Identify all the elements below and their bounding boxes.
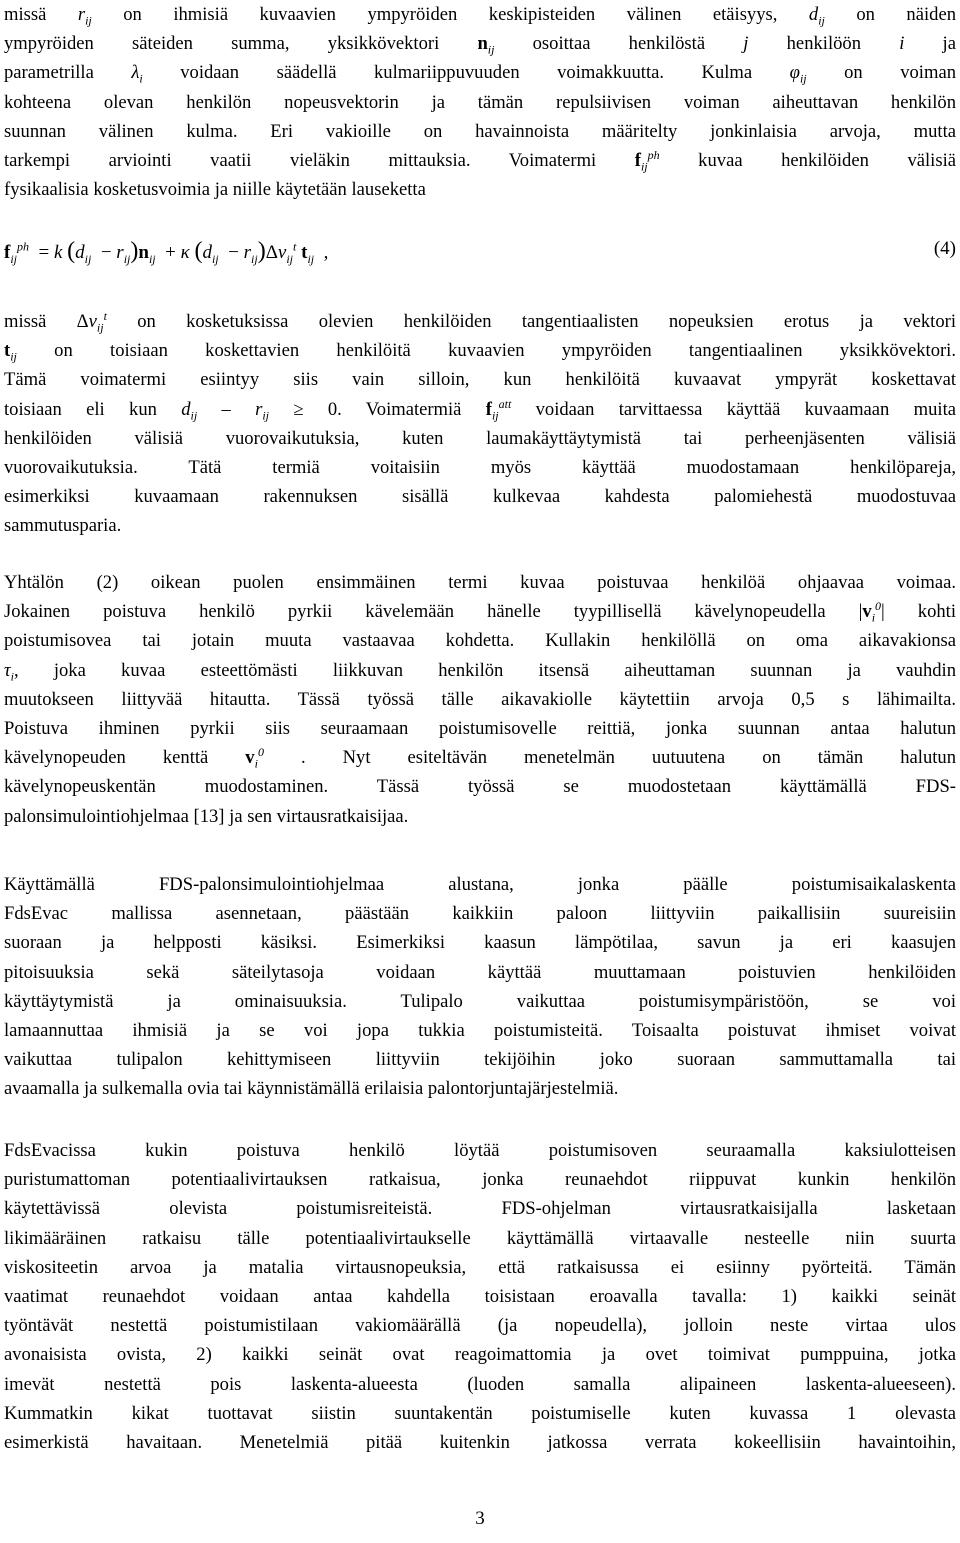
text-line: vaatimat reunaehdot voidaan antaa kahdella toisistaan eroavalla tavalla: 1) kaikki seinät <box>4 1286 956 1308</box>
text-line: Poistuva ihminen pyrkii siis seuraamaan poistumisovelle reittiä, jonka suunnan antaa halutun <box>4 718 956 740</box>
text-line: $t_{ij}$ on toisiaan koskettavien henkilöitä kuvaavien ympyröiden tangentiaalinen yksikkövektori. <box>4 340 956 364</box>
text-line: missä $\Delta v_{ij}^t$ on kosketuksissa olevien henkilöiden tangentiaalisten nopeuksien erotus ja vektori <box>4 308 956 335</box>
text-line: poistumisovea tai jotain muuta vastaavaa kohdetta. Kullakin henkilöllä on oma aikavakionsa <box>4 630 956 652</box>
text-line: $\tau_i$, joka kuvaa esteettömästi liikkuvan henkilön itsensä aiheuttaman suunnan ja vauhdin <box>4 659 956 684</box>
text-line: puristumattoman potentiaalivirtauksen ratkaisua, jonka reunaehdot riippuvat kunkin henkilön <box>4 1169 956 1191</box>
paragraph-5 <box>4 1136 956 1457</box>
text-line: kävelynopeuden kenttä $v_i^0$ . Nyt esiteltävän menetelmän uutuutena on tämän halutun <box>4 745 957 771</box>
text-line: imevät nestettä pois laskenta-alueesta (luoden samalla alipaineen laskenta-alueeseen). <box>4 1373 956 1395</box>
text-line: esimerkiksi kuvaamaan rakennuksen sisällä kulkevaa kahdesta palomiehestä muodostuvaa <box>4 486 956 508</box>
text-line: käytettävissä olevista poistumisreiteistä. FDS-ohjelman virtausratkaisijalla lasketaan <box>4 1198 956 1220</box>
text-line: Yhtälön (2) oikean puolen ensimmäinen termi kuvaa poistuvaa henkilöä ohjaavaa voimaa. <box>4 572 956 593</box>
text-line: parametrilla $\lambda_i$ voidaan säädellä kulmariippuvuuden voimakkuutta. Kulma $\varphi_{ij}$ on voiman <box>4 62 956 87</box>
text-line: FdsEvac mallissa asennetaan, päästään kaikkiin paloon liittyviin paikallisiin suureisiin <box>4 903 956 925</box>
equation-4 <box>4 232 956 272</box>
text-line: lamaannuttaa ihmisiä ja se voi jopa tukkia poistumisteitä. Toisaalta poistuvat ihmiset voivat <box>4 1020 956 1042</box>
paragraph-3 <box>4 568 956 831</box>
page-number: 3 <box>475 1508 485 1529</box>
text-line: Tämä voimatermi esiintyy siis vain silloin, kun henkilöitä kuvaavat ympyrät koskettavat <box>4 369 956 391</box>
text-line: muutokseen liittyvää hitautta. Tässä työssä tälle aikavakiolle käytettiin arvoja 0,5 s lähimailta. <box>4 688 956 710</box>
text-line: fysikaalisia kosketusvoimia ja niille käytetään lauseketta <box>4 179 426 201</box>
text-line: kävelynopeuskentän muodostaminen. Tässä työssä se muodostetaan käyttämällä FDS- <box>4 776 956 798</box>
text-line: Kummatkin kikat tuottavat siistin suuntakentän poistumiselle kuten kuvassa 1 olevasta <box>4 1402 956 1424</box>
text-line: missä $r_{ij}$ on ihmisiä kuvaavien ympyröiden keskipisteiden välinen etäisyys, $d_{ij}$ on näiden <box>4 4 956 28</box>
text-line: sammutusparia. <box>4 515 122 537</box>
text-line: avonaisista ovista, 2) kaikki seinät ovat reagoimattomia ja ovet toimivat pumppuina, jotka <box>4 1344 956 1366</box>
text-line: palonsimulointiohjelmaa [13] ja sen virtausratkaisijaa. <box>4 805 409 827</box>
text-line: suunnan välinen kulma. Eri vakioille on havainnoista määritelty jonkinlaisia arvoja, mutta <box>4 120 956 142</box>
text-line: Jokainen poistuva henkilö pyrkii kävelemään hänelle tyypillisellä kävelynopeudella $|v_i^0|$ kohti <box>4 599 956 625</box>
paragraph-1 <box>4 0 956 204</box>
text-line: suoraan ja helpposti käsiksi. Esimerkiksi kaasun lämpötilaa, savun ja eri kaasujen <box>4 932 956 954</box>
text-line: työntävät nestettä poistumistilaan vakiomäärällä (ja nopeudella), jolloin neste virtaa ulos <box>4 1315 956 1337</box>
text-line: käyttäytymistä ja ominaisuuksia. Tulipalo vaikuttaa poistumisympäristöön, se voi <box>4 990 956 1012</box>
paragraph-2 <box>4 307 956 541</box>
text-line: toisiaan eli kun $d_{ij} - r_{ij} \ge 0$. Voimatermiä $f_{ij}^{att}$ voidaan tarvittaessa käyttää kuvaamaan muita <box>4 396 956 423</box>
equation-body: $f_{ij}^{ph} = k$ $(d_{ij} - r_{ij})n_{ij} + \kappa$ $(d_{ij} - r_{ij})\Delta v_{ij}^t$ $t_{ij}$ , <box>4 238 329 266</box>
text-line: henkilöiden välisiä vuorovaikutuksia, kuten laumakäyttäytymistä tai perheenjäsenten välisiä <box>4 427 956 449</box>
text-line: Käyttämällä FDS-palonsimulointiohjelmaa alustana, jonka päälle poistumisaikalaskenta <box>4 874 956 895</box>
equation-number: (4) <box>933 238 956 259</box>
text-line: tarkempi arviointi vaatii vieläkin mittauksia. Voimatermi $f_{ij}^{ph}$ kuvaa henkilöiden välisiä <box>4 147 956 174</box>
text-line: pitoisuuksia sekä säteilytasoja voidaan käyttää muuttamaan poistuvien henkilöiden <box>4 961 956 983</box>
text-line: avaamalla ja sulkemalla ovia tai käynnistämällä erilaisia palontorjuntajärjestelmiä. <box>4 1078 619 1100</box>
text-line: likimääräinen ratkaisu tälle potentiaalivirtaukselle käyttämällä virtaavalle nesteelle niin suurta <box>4 1227 956 1249</box>
text-line: viskositeetin arvoa ja matalia virtausnopeuksia, että ratkaisussa ei esiinny pyörteitä. Tämän <box>4 1256 956 1278</box>
text-line: esimerkistä havaitaan. Menetelmiä pitää kuitenkin jatkossa verrata kokeellisiin havaintoihin, <box>4 1432 956 1454</box>
text-line: FdsEvacissa kukin poistuva henkilö löytää poistumisoven seuraamalla kaksiulotteisen <box>4 1140 956 1161</box>
paragraph-4 <box>4 870 956 1104</box>
text-line: vuorovaikutuksia. Tätä termiä voitaisiin myös käyttää muodostamaan henkilöpareja, <box>4 457 956 479</box>
text-line: ympyröiden säteiden summa, yksikkövektori $n_{ij}$ osoittaa henkilöstä j henkilöön i ja <box>4 33 956 57</box>
text-line: kohteena olevan henkilön nopeusvektorin ja tämän repulsiivisen voiman aiheuttavan henkilön <box>4 91 956 113</box>
text-line: vaikuttaa tulipalon kehittymiseen liittyviin tekijöihin joko suoraan sammuttamalla tai <box>4 1049 956 1071</box>
